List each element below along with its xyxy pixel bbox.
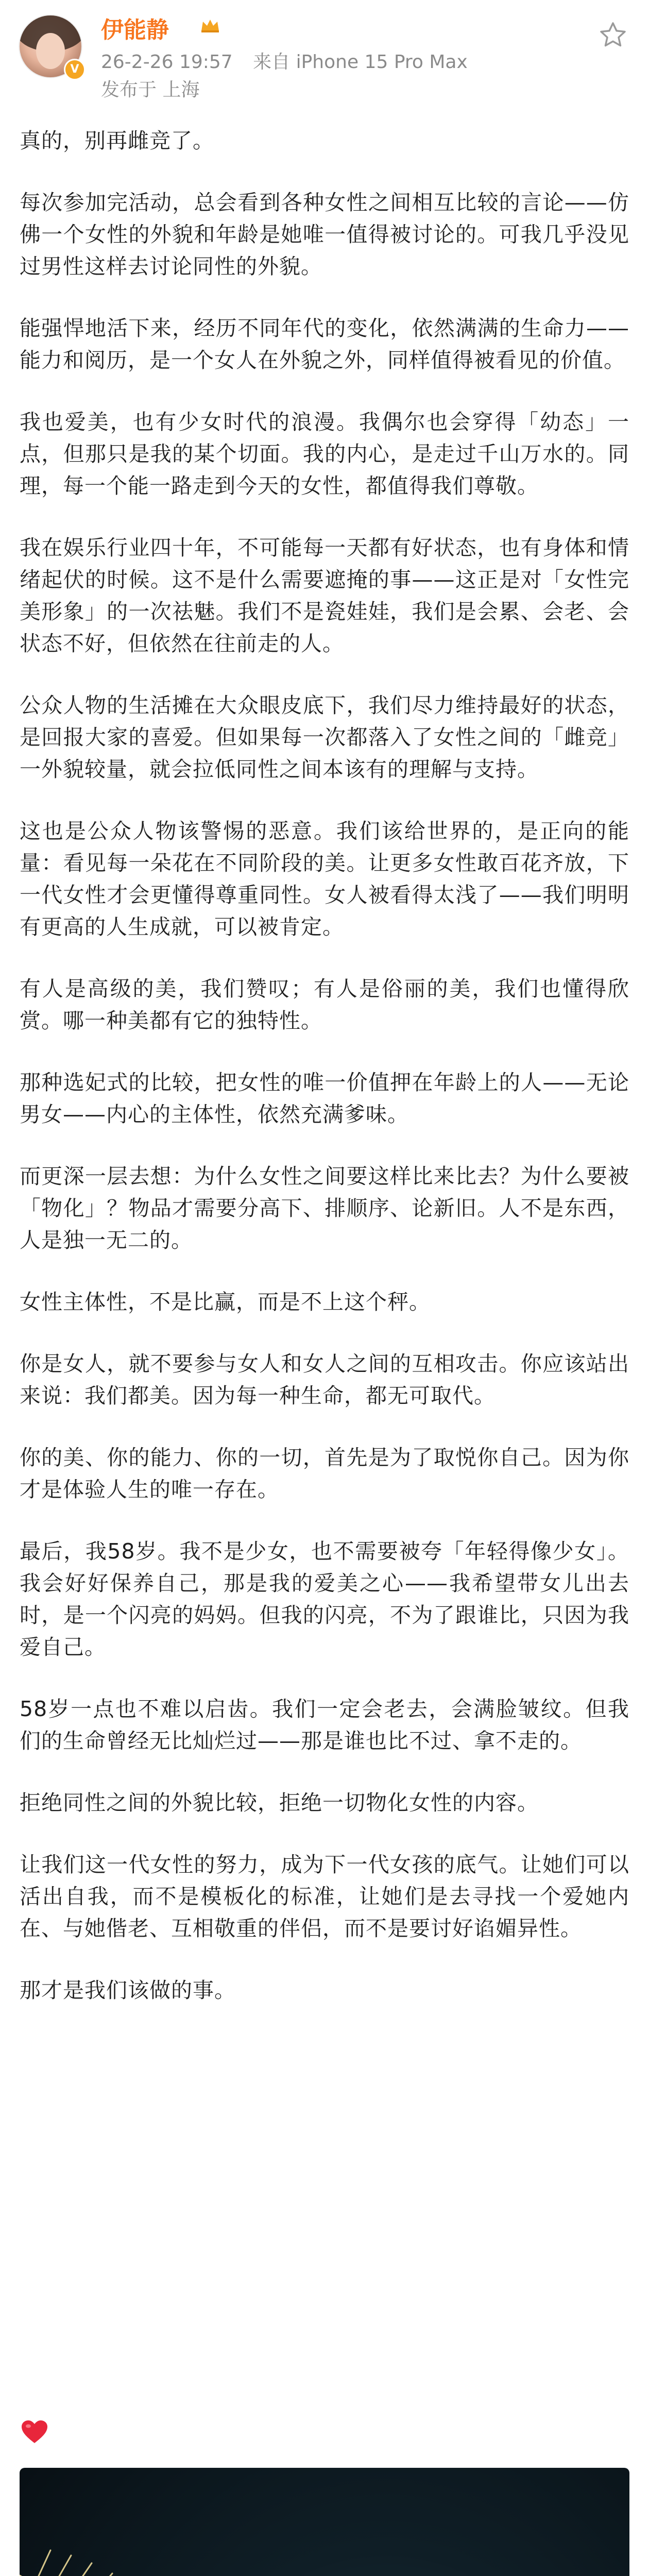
post-paragraph: 我在娱乐行业四十年，不可能每一天都有好状态，也有身体和情绪起伏的时候。这不是什么需要遮掩的事——这正是对「女性完美形象」的一次祛魅。我们不是瓷娃娃，我们是会累、会老、会状态不好，但依然在往前走的人。	[20, 535, 629, 656]
post-source: 来自 iPhone 15 Pro Max	[253, 52, 468, 73]
post-paragraph: 让我们这一代女性的努力，成为下一代女孩的底气。让她们可以活出自我，而不是模板化的标准，让她们是去寻找一个爱她内在、与她偕老、互相敬重的伴侣，而不是要讨好谄媚异性。	[20, 1852, 629, 1941]
post-paragraph: 你的美、你的能力、你的一切，首先是为了取悦你自己。因为你才是体验人生的唯一存在。	[20, 1445, 629, 1502]
post-paragraph: 我也爱美，也有少女时代的浪漫。我偶尔也会穿得「幼态」一点，但那只是我的某个切面。我的内心，是走过千山万水的。同理，每一个能一路走到今天的女性，都值得我们尊敬。	[20, 410, 629, 498]
post-header	[0, 0, 649, 113]
post-paragraph: 那才是我们该做的事。	[20, 1978, 236, 2003]
palm-leaves-decoration	[20, 2468, 629, 2576]
post-paragraph: 这也是公众人物该警惕的恶意。我们该给世界的，是正向的能量：看见每一朵花在不同阶段的美。让更多女性敢百花齐放，下一代女性才会更懂得尊重同性。女人被看得太浅了——我们明明有更高的人生成就，可以被肯定。	[20, 819, 629, 939]
post-paragraph: 你是女人，就不要参与女人和女人之间的互相攻击。你应该站出来说：我们都美。因为每一种生命，都无可取代。	[20, 1351, 629, 1408]
post-location: 发布于 上海	[101, 79, 200, 100]
post-body	[20, 125, 629, 2036]
post-paragraph: 每次参加完活动，总会看到各种女性之间相互比较的言论——仿佛一个女性的外貌和年龄是她唯一值得被讨论的。可我几乎没见过男性这样去讨论同性的外貌。	[20, 190, 629, 279]
post-paragraph: 拒绝同性之间的外貌比较，拒绝一切物化女性的内容。	[20, 1790, 539, 1815]
post-paragraph: 而更深一层去想：为什么女性之间要这样比来比去？为什么要被「物化」？物品才需要分高下、排顺序、论新旧。人不是东西，人是独一无二的。	[20, 1164, 629, 1252]
crown-icon	[200, 18, 220, 33]
post-paragraph: 那种选妃式的比较，把女性的唯一价值押在年龄上的人——无论男女——内心的主体性，依然充满爹味。	[20, 1070, 629, 1127]
post-paragraph: 真的，别再雌竞了。	[20, 128, 214, 153]
star-icon[interactable]	[597, 20, 628, 50]
post-paragraph: 有人是高级的美，我们赞叹；有人是俗丽的美，我们也懂得欣赏。哪一种美都有它的独特性。	[20, 976, 629, 1033]
post-meta	[101, 47, 482, 74]
verified-badge-icon: V	[64, 59, 86, 80]
post-timestamp: 26-2-26 19:57	[101, 52, 233, 73]
post-paragraph: 女性主体性，不是比赢，而是不上这个秤。	[20, 1290, 431, 1314]
red-heart-icon	[21, 2419, 48, 2444]
post-paragraph: 58岁一点也不难以启齿。我们一定会老去，会满脸皱纹。但我们的生命曾经无比灿烂过——那是谁也比不过、拿不走的。	[20, 1697, 629, 1753]
post-paragraph: 公众人物的生活摊在大众眼皮底下，我们尽力维持最好的状态，是回报大家的喜爱。但如果每一次都落入了女性之间的「雌竞」一外貌较量，就会拉低同性之间本该有的理解与支持。	[20, 693, 629, 782]
username[interactable]: 伊能静	[101, 17, 169, 43]
post-paragraph: 最后，我58岁。我不是少女，也不需要被夸「年轻得像少女」。我会好好保养自己，那是我的爱美之心——我希望带女儿出去时，是一个闪亮的妈妈。但我的闪亮，不为了跟谁比，只因为我爱自己。	[20, 1539, 629, 1659]
post-image[interactable]	[20, 2468, 629, 2576]
post-paragraph: 能强悍地活下来，经历不同年代的变化，依然满满的生命力——能力和阅历，是一个女人在外貌之外，同样值得被看见的价值。	[20, 316, 629, 372]
